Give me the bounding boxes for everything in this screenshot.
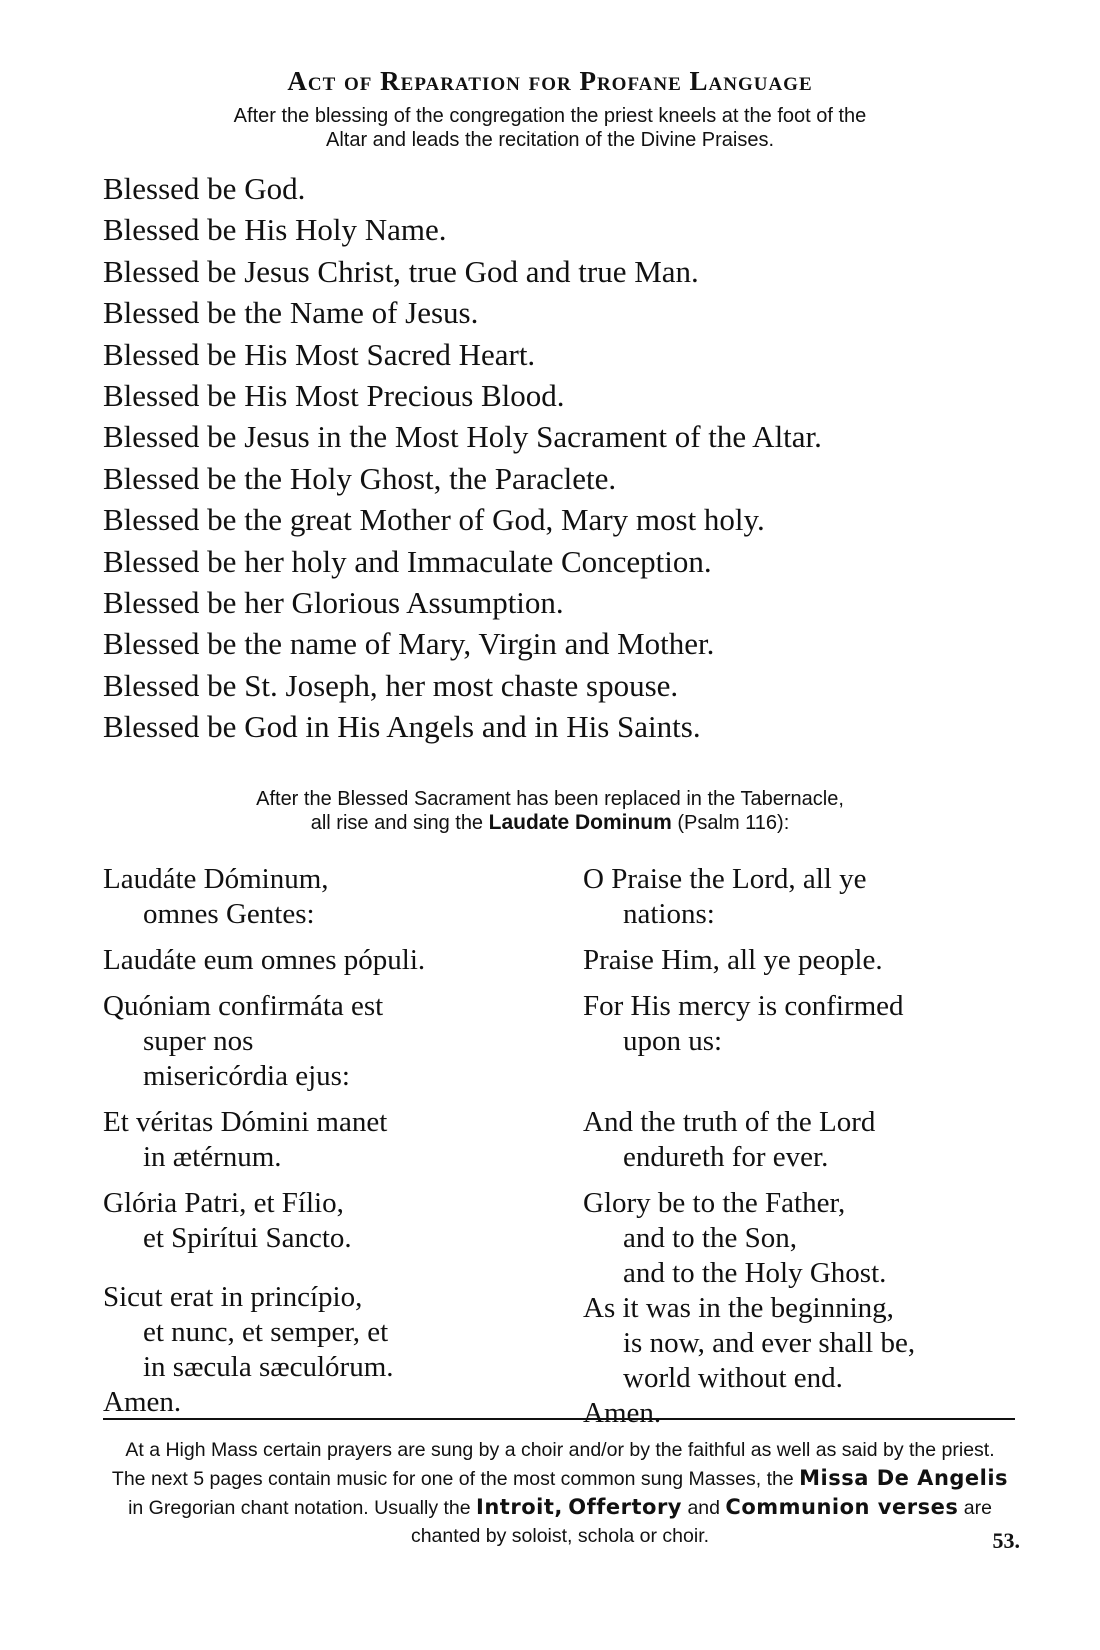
praise-line: Blessed be His Most Sacred Heart. (103, 336, 536, 372)
footer-text: are chanted by soloist, schola or choir. (410, 1497, 992, 1547)
praise-line: Blessed be God. (103, 171, 306, 206)
verse-line: Amen. (103, 1386, 182, 1418)
verse-line: et Spirítui Sancto. (143, 1222, 352, 1254)
verse-line: As it was in the beginning, (583, 1292, 894, 1324)
latin-stanza (103, 1280, 573, 1420)
verse-line: Amen. (583, 1397, 662, 1429)
praise-line: Blessed be Jesus in the Most Holy Sacrament of the Altar. (103, 419, 822, 455)
intro-line: After the blessing of the congregation the priest kneels at the foot of the (233, 105, 867, 127)
praise-line: Blessed be the name of Mary, Virgin and Mother. (103, 626, 715, 662)
praise-line: Blessed be Jesus Christ, true God and true Man. (103, 253, 699, 289)
praise-line: Blessed be the Holy Ghost, the Paraclete. (103, 460, 617, 496)
page-number: 53. (992, 1528, 1020, 1553)
verse-line: Praise Him, all ye people. (583, 944, 883, 976)
english-column (583, 862, 1023, 1442)
verse-line: super nos (143, 1025, 254, 1057)
english-stanza (583, 1291, 1023, 1431)
offertory-label: Offertory (568, 1495, 683, 1519)
latin-column (103, 862, 573, 1431)
divine-praises-list (103, 168, 822, 748)
mid-rubric-line (150, 811, 950, 835)
verse-line: Glory be to the Father, (583, 1187, 846, 1219)
intro-line: Altar and leads the recitation of the Divine Praises. (325, 129, 775, 151)
verse-line: Laudáte eum omnes pópuli. (103, 944, 426, 976)
verse-line: Glória Patri, et Fílio, (103, 1187, 344, 1219)
intro-rubric (150, 104, 950, 152)
verse-line: and to the Holy Ghost. (623, 1257, 887, 1289)
laudate-dominum-label: Laudate Dominum (488, 811, 672, 834)
missa-de-angelis-label: Missa De Angelis (799, 1466, 1009, 1490)
footer-text: and (687, 1497, 720, 1519)
english-stanza (583, 1105, 1023, 1175)
verse-line: in ætérnum. (143, 1141, 282, 1173)
verse-line: omnes Gentes: (143, 898, 315, 930)
praise-line: Blessed be her Glorious Assumption. (103, 585, 564, 621)
latin-stanza (103, 862, 573, 932)
english-stanza (583, 943, 1023, 978)
english-stanza (583, 989, 1023, 1059)
verse-line: For His mercy is confirmed (583, 990, 904, 1022)
verse-line: nations: (623, 898, 715, 930)
verse-line: et nunc, et semper, et (143, 1316, 389, 1348)
mid-rubric-text: all rise and sing the (310, 812, 484, 834)
praise-line: Blessed be her holy and Immaculate Conception. (103, 543, 712, 579)
page-title: Act of Reparation for Profane Language (287, 66, 813, 96)
praise-line: Blessed be God in His Angels and in His Saints. (103, 709, 701, 745)
verse-line: O Praise the Lord, all ye (583, 863, 867, 895)
praise-line: Blessed be His Holy Name. (103, 212, 447, 248)
verse-line: misericórdia ejus: (143, 1060, 350, 1092)
footer-rubric (110, 1436, 1010, 1550)
praise-line: Blessed be St. Joseph, her most chaste spouse. (103, 667, 679, 703)
mid-rubric (150, 788, 950, 835)
praise-line: Blessed be the Name of Jesus. (103, 295, 479, 331)
footer-text: At a High Mass certain prayers are sung by a choir and/or by the faithful as well as said by the priest. The next 5 pages contain music for one of the most common sung Masses, the (111, 1439, 995, 1490)
verse-line: in sæcula sæculórum. (143, 1351, 394, 1383)
psalm-reference: (Psalm 116): (677, 812, 790, 834)
introit-label: Introit, (476, 1495, 563, 1519)
section-divider (103, 1418, 1015, 1420)
footer-text: in Gregorian chant notation. Usually the (128, 1497, 471, 1519)
english-stanza (583, 1186, 1023, 1291)
verse-line: And the truth of the Lord (583, 1106, 876, 1138)
communion-verses-label: Communion verses (725, 1495, 959, 1519)
praise-line: Blessed be the great Mother of God, Mary most holy. (103, 502, 765, 538)
verse-line: Sicut erat in princípio, (103, 1281, 363, 1313)
latin-stanza (103, 1186, 573, 1256)
verse-line: Quóniam confirmáta est (103, 990, 384, 1022)
verse-line: world without end. (623, 1362, 843, 1394)
verse-line: and to the Son, (623, 1222, 797, 1254)
latin-stanza (103, 989, 573, 1094)
verse-line: upon us: (623, 1025, 723, 1057)
verse-line: Laudáte Dóminum, (103, 863, 329, 895)
verse-line: Et véritas Dómini manet (103, 1106, 388, 1138)
latin-stanza (103, 1105, 573, 1175)
english-stanza (583, 862, 1023, 932)
verse-line: endureth for ever. (623, 1141, 829, 1173)
verse-line: is now, and ever shall be, (623, 1327, 916, 1359)
mid-rubric-line: After the Blessed Sacrament has been replaced in the Tabernacle, (256, 788, 844, 810)
praise-line: Blessed be His Most Precious Blood. (103, 378, 565, 414)
latin-stanza (103, 943, 573, 978)
